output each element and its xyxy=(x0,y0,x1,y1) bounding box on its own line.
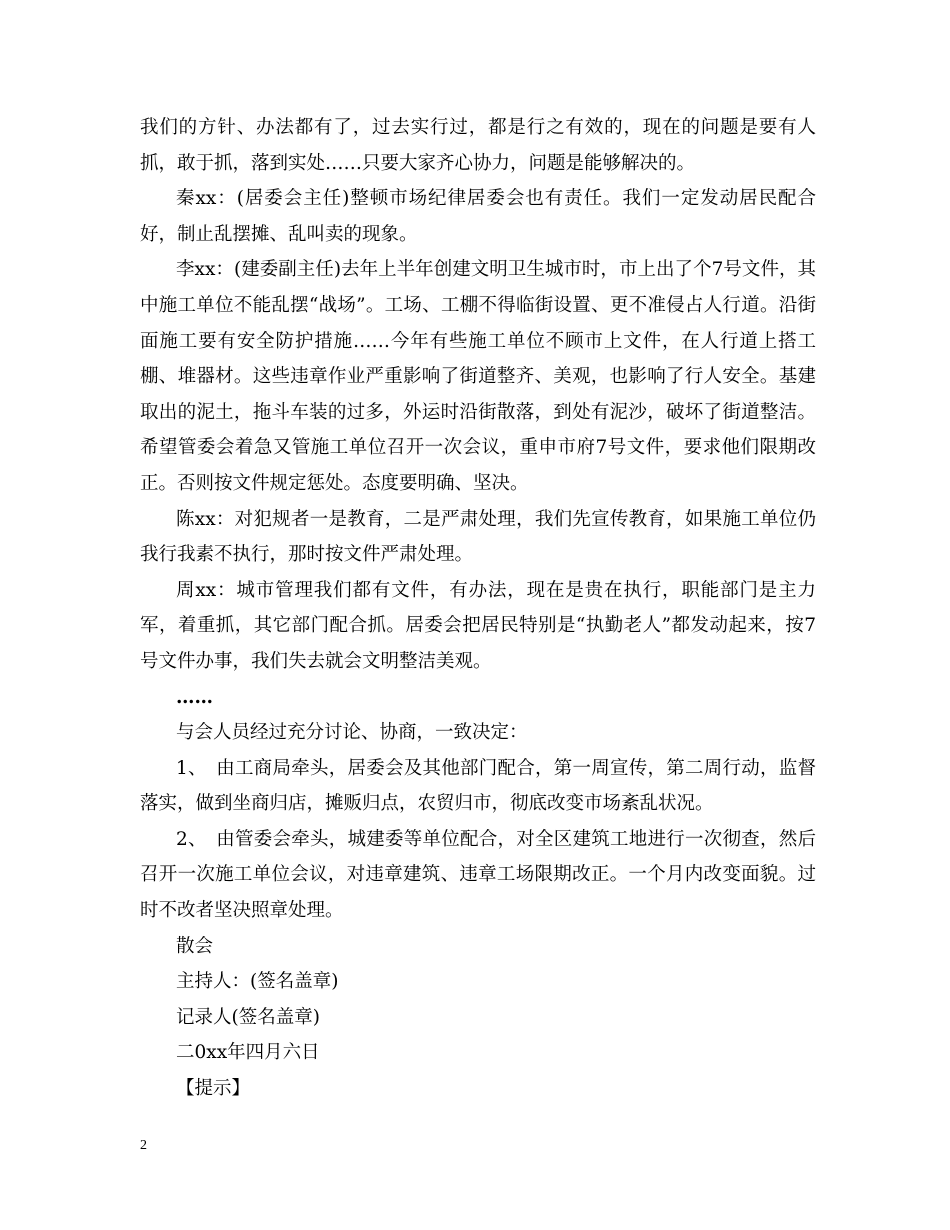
paragraph-decision-1: 1、 由工商局牵头，居委会及其他部门配合，第一周宣传，第二周行动，监督落实，做到坐商归店，摊贩归点，农贸归市，彻底改变市场紊乱状况。 xyxy=(140,757,816,815)
paragraph-qin: 秦xx：(居委会主任)整顿市场纪律居委会也有责任。我们一定发动居民配合好，制止乱摆摊、乱叫卖的现象。 xyxy=(140,188,816,245)
paragraph-ellipsis: …… xyxy=(176,686,213,708)
paragraph-decision-2: 2、 由管委会牵头，城建委等单位配合，对全区建筑工地进行一次彻查，然后召开一次施工单位会议，对违章建筑、违章工场限期改正。一个月内改变面貌。过时不改者坚决照章处理。 xyxy=(140,828,816,922)
paragraph-tip-heading: 【提示】 xyxy=(176,1078,251,1100)
paragraph-decision-intro: 与会人员经过充分讨论、协商，一致决定： xyxy=(176,722,528,744)
paragraph-intro: 我们的方针、办法都有了，过去实行过，都是行之有效的，现在的问题是要有人抓，敢于抓，落到实处……只要大家齐心协力，问题是能够解决的。 xyxy=(140,117,816,174)
paragraph-li: 李xx：(建委副主任)去年上半年创建文明卫生城市时，市上出了个7号文件，其中施工单位不能乱摆“战场”。工场、工棚不得临街设置、更不准侵占人行道。沿街面施工要有安全防护措施……今年有些施工单位不顾市上文件，在人行道上搭工棚、堆器材。这些违章作业严重影响了街道整齐、美观，也影响了行人安全。基建取出的泥土，拖斗车装的过多，外运时沿街散落，到处有泥沙，破坏了街道整洁。希望管委会着急又管施工单位召开一次会议，重申市府7号文件，要求他们限期改正。否则按文件规定惩处。态度要明确、坚决。 xyxy=(140,259,816,494)
paragraph-recorder: 记录人(签名盖章) xyxy=(176,1006,320,1028)
paragraph-adjourn: 散会 xyxy=(176,935,214,957)
page-number: 2 xyxy=(140,1138,147,1153)
document-body xyxy=(140,110,816,1107)
paragraph-zhou: 周xx：城市管理我们都有文件，有办法，现在是贵在执行，职能部门是主力军，着重抓，其它部门配合抓。居委会把居民特别是“执勤老人”都发动起来，按7号文件办事，我们失去就会文明整洁美观。 xyxy=(140,579,816,672)
paragraph-host: 主持人：(签名盖章) xyxy=(176,971,339,993)
paragraph-date: 二0xx年四月六日 xyxy=(176,1042,320,1064)
paragraph-chen: 陈xx：对犯规者一是教育，二是严肃处理，我们先宣传教育，如果施工单位仍我行我素不执行，那时按文件严肃处理。 xyxy=(140,508,816,566)
